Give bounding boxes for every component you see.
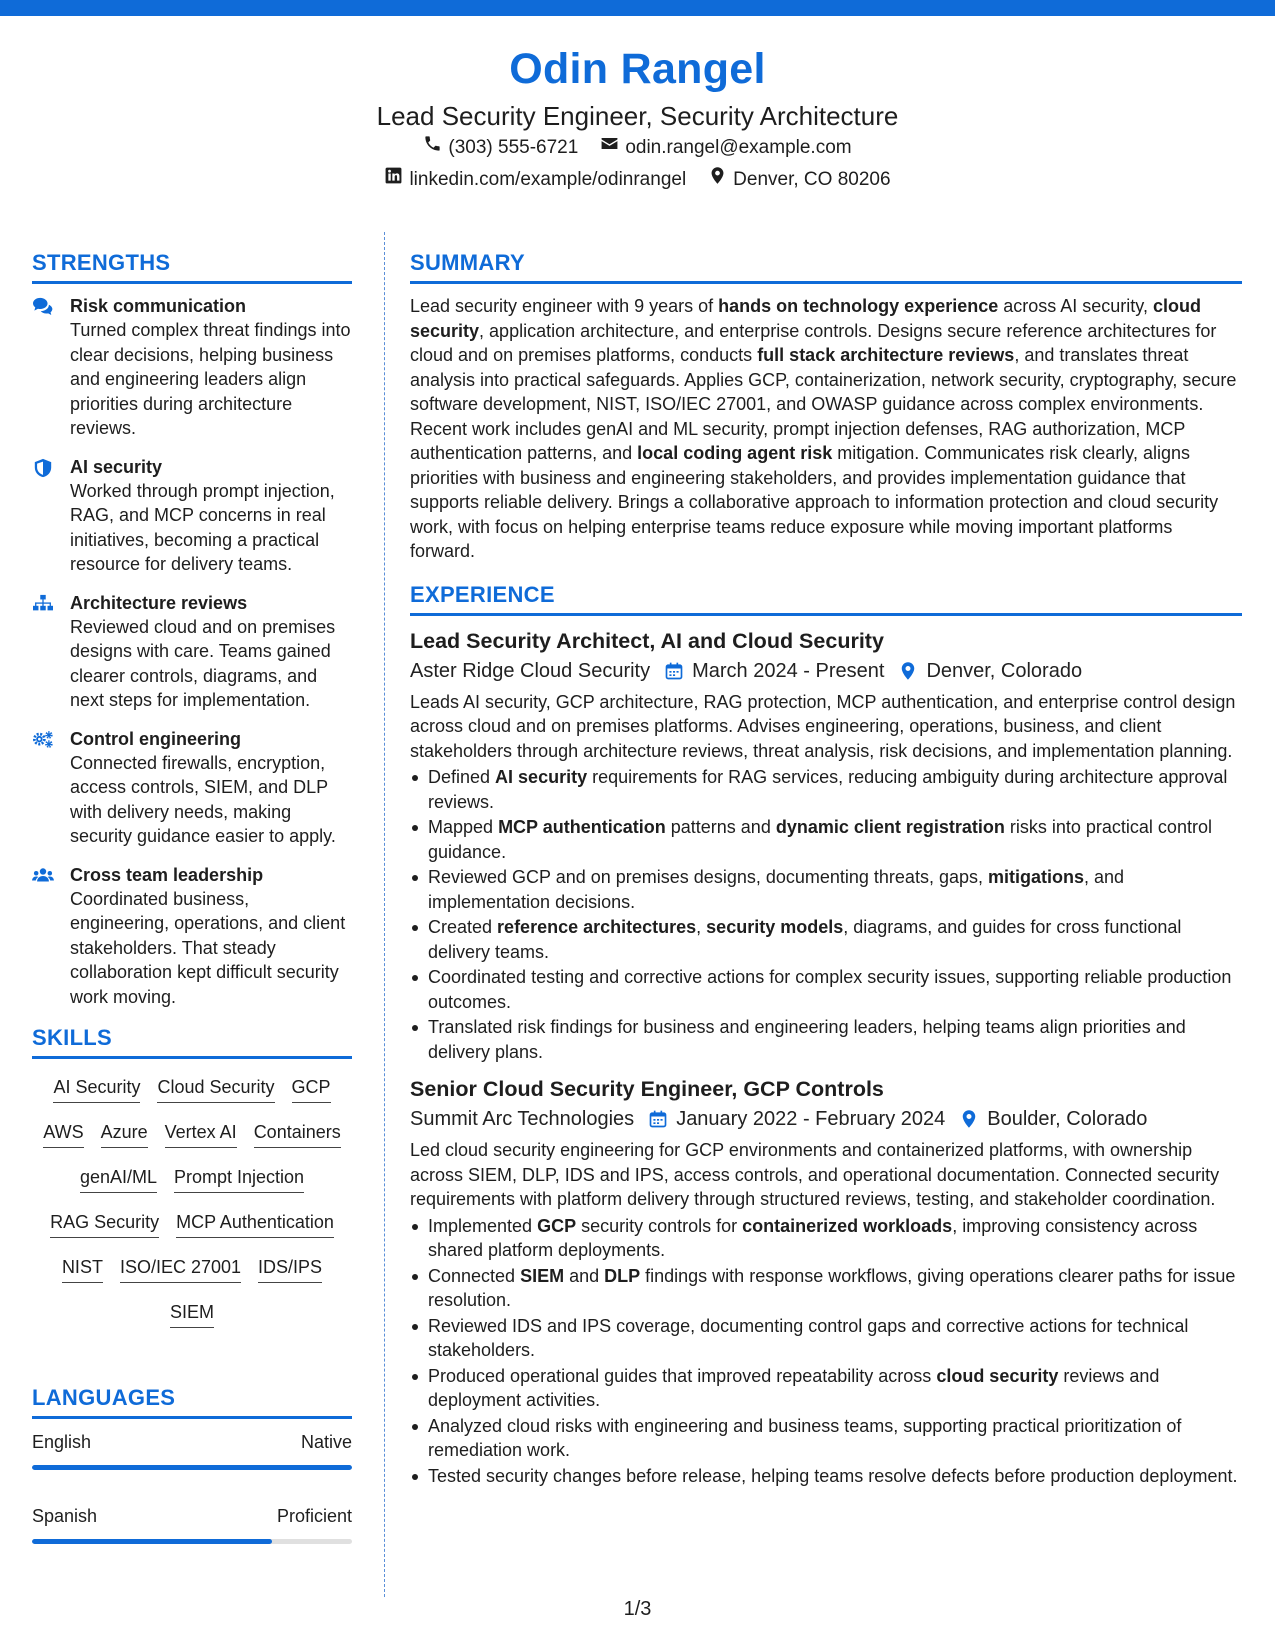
strength-item (32, 727, 352, 849)
phone-contact[interactable] (423, 132, 578, 164)
skills-heading: SKILLS (32, 1023, 352, 1059)
company-name: Summit Arc Technologies (410, 1108, 635, 1130)
job-bullet: Mapped MCP authentication patterns and dynamic client registration risks into practical control guidance. (410, 815, 1242, 864)
users-icon (32, 863, 56, 1010)
strengths-heading: STRENGTHS (32, 248, 352, 284)
job-meta (410, 656, 1242, 686)
language-item (32, 1503, 352, 1544)
column-divider (384, 232, 385, 1597)
job-description: Leads AI security, GCP architecture, RAG protection, MCP authentication, and enterprise control design across cloud and on premises platforms. Advises engineering, operations, business, and client stakeholders through architecture reviews, threat analysis, risk decisions, and implementation planning. (410, 691, 1236, 761)
strength-title: AI security (70, 456, 163, 477)
candidate-name: Odin Rangel (509, 45, 766, 93)
job-bullet: Produced operational guides that improved repeatability across cloud security reviews and deployment activities. (410, 1364, 1242, 1413)
skill-tag: SIEM (170, 1298, 214, 1328)
language-name: Spanish (32, 1506, 98, 1526)
skill-tag: genAI/ML (80, 1163, 157, 1193)
skill-tag: GCP (292, 1073, 331, 1103)
strength-desc: Reviewed cloud and on premises designs with care. Teams gained clearer controls, diagrams, and next steps for implementation. (70, 616, 336, 710)
job-bullet: Implemented GCP security controls for containerized workloads, improving consistency across shared platform deployments. (410, 1214, 1242, 1263)
job-dates: January 2022 - February 2024 (676, 1108, 946, 1130)
email-text: odin.rangel@example.com (625, 137, 852, 158)
strength-item (32, 591, 352, 713)
summary-text: Lead security engineer with 9 years of hands on technology experience across AI security, cloud security, application architecture, and enterprise controls. Designs secure reference architectures for cloud and on premises platforms, conducts full stack architecture reviews, and translates threat analysis into practical safeguards. Applies GCP, containerization, network security, cryptography, secure software development, NIST, ISO/IEC 27001, and OWASP guidance across complex environments. Recent work includes genAI and ML security, prompt injection defenses, RAG authorization, MCP authentication patterns, and local coding agent risk mitigation. Communicates risk clearly, aligns priorities with business and engineering stakeholders, and provides implementation guidance that supports reliable delivery. Brings a collaborative approach to information protection and cloud security work, with focus on helping enterprise teams reduce exposure while moving important platforms forward. (410, 296, 1237, 561)
language-proficiency-fill (32, 1465, 352, 1470)
job-bullet: Translated risk findings for business and engineering leaders, helping teams align priorities and delivery plans. (410, 1015, 1242, 1064)
linkedin-contact[interactable] (384, 164, 686, 196)
languages-heading: LANGUAGES (32, 1383, 352, 1419)
skill-tag: AWS (43, 1118, 83, 1148)
job-location: Denver, Colorado (926, 659, 1083, 682)
job-meta (410, 1104, 1242, 1134)
location-text: Denver, CO 80206 (733, 169, 891, 190)
comments-icon (32, 294, 56, 441)
job-bullet: Analyzed cloud risks with engineering and business teams, supporting practical prioritization of remediation work. (410, 1414, 1242, 1463)
strength-title: Architecture reviews (70, 592, 248, 613)
job-title: Lead Security Architect, AI and Cloud Security (410, 628, 884, 653)
job-bullet: Created reference architectures, security models, diagrams, and guides for cross functional delivery teams. (410, 915, 1242, 964)
left-column (32, 248, 352, 1577)
strength-item (32, 863, 352, 1010)
skill-tag: IDS/IPS (258, 1253, 322, 1283)
skill-tag: Azure (101, 1118, 148, 1148)
map-pin-icon (959, 1109, 979, 1129)
job-bullet: Coordinated testing and corrective actions for complex security issues, supporting reliable production outcomes. (410, 965, 1242, 1014)
calendar-icon (664, 661, 684, 681)
skill-tag: ISO/IEC 27001 (120, 1253, 241, 1283)
strength-title: Cross team leadership (70, 864, 264, 885)
job-bullet: Connected SIEM and DLP findings with response workflows, giving operations clearer paths for issue resolution. (410, 1264, 1242, 1313)
strength-title: Risk communication (70, 296, 247, 316)
right-column (410, 248, 1242, 1498)
skills-list (32, 1069, 352, 1343)
strength-title: Control engineering (70, 728, 241, 749)
sitemap-icon (32, 591, 56, 713)
skill-tag: Cloud Security (157, 1073, 274, 1103)
phone-icon (423, 132, 442, 164)
gears-icon (32, 727, 56, 849)
job-bullets (410, 1214, 1242, 1489)
linkedin-text: linkedin.com/example/odinrangel (409, 169, 687, 190)
phone-text: (303) 555-6721 (448, 137, 579, 158)
languages-list (32, 1429, 352, 1544)
calendar-icon (648, 1109, 668, 1129)
strength-item (32, 294, 352, 441)
job-bullet: Reviewed GCP and on premises designs, documenting threats, gaps, mitigations, and implementation decisions. (410, 865, 1242, 914)
language-proficiency-bar (32, 1465, 352, 1470)
job-entry (410, 1074, 1242, 1488)
email-contact[interactable] (600, 132, 851, 164)
language-name: English (32, 1432, 92, 1452)
map-pin-icon (898, 661, 918, 681)
candidate-title: Lead Security Engineer, Security Architecture (376, 101, 899, 131)
job-bullets (410, 765, 1242, 1064)
job-location: Boulder, Colorado (987, 1108, 1148, 1130)
linkedin-icon (384, 164, 403, 196)
language-level: Native (300, 1432, 352, 1452)
job-bullet: Tested security changes before release, helping teams resolve defects before production deployment. (410, 1464, 1242, 1489)
map-pin-icon (708, 164, 727, 196)
strength-desc: Coordinated business, engineering, operations, and client stakeholders. That steady collaboration kept difficult security work moving. (70, 888, 346, 1007)
company-name: Aster Ridge Cloud Security (410, 659, 651, 682)
job-bullet: Defined AI security requirements for RAG services, reducing ambiguity during architecture approval reviews. (410, 765, 1242, 814)
strength-desc: Worked through prompt injection, RAG, and MCP concerns in real initiatives, becoming a practical resource for delivery teams. (70, 480, 335, 574)
page-number: 1/3 (623, 1598, 652, 1620)
strength-desc: Turned complex threat findings into clear decisions, helping business and engineering leaders align priorities during architecture reviews. (70, 320, 351, 438)
skill-tag: MCP Authentication (176, 1208, 334, 1238)
contact-row-2 (0, 164, 1275, 196)
location-contact (708, 164, 890, 196)
skill-tag: Prompt Injection (174, 1163, 304, 1193)
shield-icon (32, 455, 56, 577)
experience-heading: EXPERIENCE (410, 580, 1242, 616)
skill-tag: NIST (62, 1253, 103, 1283)
skill-tag: AI Security (53, 1073, 140, 1103)
resume-header (0, 38, 1275, 196)
language-level: Proficient (276, 1506, 352, 1526)
job-title: Senior Cloud Security Engineer, GCP Controls (410, 1077, 884, 1101)
job-dates: March 2024 - Present (692, 659, 885, 682)
contact-row-1 (0, 132, 1275, 164)
language-item (32, 1429, 352, 1470)
skill-tag: Vertex AI (165, 1118, 237, 1148)
skill-tag: RAG Security (50, 1208, 159, 1238)
job-entry (410, 626, 1242, 1065)
language-proficiency-fill (32, 1539, 272, 1544)
job-bullet: Reviewed IDS and IPS coverage, documenting control gaps and corrective actions for technical stakeholders. (410, 1314, 1242, 1363)
envelope-icon (600, 132, 619, 164)
strength-item (32, 455, 352, 577)
top-accent-bar (0, 0, 1275, 16)
skill-tag: Containers (254, 1118, 341, 1148)
strengths-list (32, 294, 352, 1009)
summary-heading: SUMMARY (410, 248, 1242, 284)
job-description: Led cloud security engineering for GCP environments and containerized platforms, with ownership across SIEM, DLP, IDS and IPS, access controls, and operational documentation. Connected security requirements with platform delivery through structured reviews, testing, and stakeholder coordination. (410, 1140, 1220, 1209)
strength-desc: Connected firewalls, encryption, access controls, SIEM, and DLP with delivery needs, making security guidance easier to apply. (70, 752, 336, 846)
language-proficiency-bar (32, 1539, 352, 1544)
